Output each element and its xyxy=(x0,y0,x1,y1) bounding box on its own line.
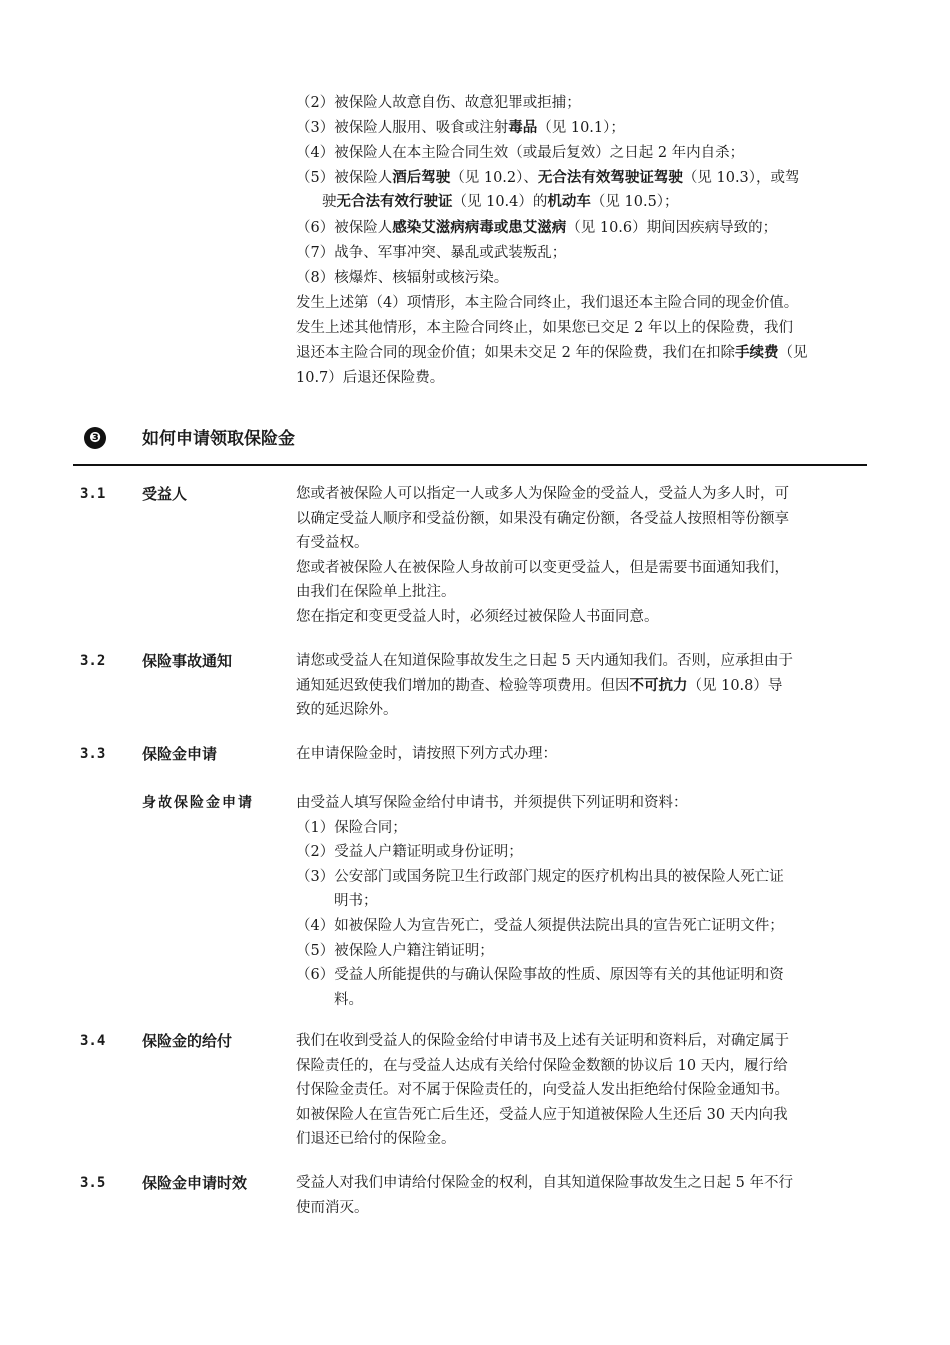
exclusion-line xyxy=(296,292,798,314)
clause-text-line xyxy=(296,699,398,721)
clause-number: 3.2 xyxy=(80,653,106,669)
section-number-icon: ❸ xyxy=(84,427,106,449)
bold-term: 毒品 xyxy=(508,120,538,136)
text-run: 您在指定和变更受益人时，必须经过被保险人书面同意。 xyxy=(296,609,659,625)
clause-text-line xyxy=(296,1079,789,1101)
clause-text-line xyxy=(296,1030,789,1052)
clause-number: 3.1 xyxy=(80,486,106,502)
text-run: 由受益人填写保险金给付申请书，并须提供下列证明和资料： xyxy=(296,795,688,811)
clause-number: 3.5 xyxy=(80,1175,106,1191)
clause-term: 保险金申请时效 xyxy=(142,1174,248,1192)
exclusion-line xyxy=(296,117,625,139)
section-divider xyxy=(73,464,867,466)
text-run: （见 10.3），或驾 xyxy=(682,170,800,186)
clause-text-line xyxy=(296,866,784,888)
clause-text-line xyxy=(296,940,494,962)
bold-term: 无合法有效驾驶证驾驶 xyxy=(537,170,683,186)
exclusion-line xyxy=(296,142,744,164)
bold-term: 不可抗力 xyxy=(629,677,688,694)
text-run: （4）如被保险人为宣告死亡，受益人须提供法院出具的宣告死亡证明文件； xyxy=(296,918,784,934)
exclusion-line xyxy=(296,342,807,364)
clause-text-line xyxy=(296,1197,369,1219)
clause-text-line xyxy=(296,557,789,579)
bold-term: 机动车 xyxy=(547,194,591,210)
clause-term: 保险事故通知 xyxy=(142,652,233,670)
text-run: （8）核爆炸、核辐射或核污染。 xyxy=(296,270,509,286)
text-run: （3）被保险人服用、吸食或注射 xyxy=(296,120,509,136)
clause-number: 3.3 xyxy=(80,746,106,762)
exclusion-line xyxy=(296,242,566,264)
text-run: 付保险金责任。对不属于保险责任的，向受益人发出拒绝给付保险金通知书。 xyxy=(296,1082,789,1099)
text-run: 您或者被保险人可以指定一人或多人为保险金的受益人，受益人为多人时，可 xyxy=(296,486,789,502)
clause-term: 受益人 xyxy=(142,485,188,503)
text-run: 通知延迟致使我们增加的勘查、检验等项费用。但因 xyxy=(296,677,630,694)
text-run: （见 10.1）； xyxy=(537,120,625,136)
clause-text-line xyxy=(334,989,363,1011)
clause-text-line xyxy=(296,532,369,554)
text-run: 10.7）后退还保险费。 xyxy=(296,370,445,386)
text-run: （4）被保险人在本主险合同生效（或最后复效）之日起 2 年内自杀； xyxy=(296,145,745,161)
text-run: 驶 xyxy=(322,194,337,210)
clause-text-line xyxy=(296,841,523,863)
text-run: 有受益权。 xyxy=(296,535,369,552)
text-run: 受益人对我们申请给付保险金的权利，自其知道保险事故发生之日起 5 年不行 xyxy=(296,1175,793,1191)
clause-text-line xyxy=(296,650,793,672)
text-run: 致的延迟除外。 xyxy=(296,702,398,719)
clause-text-line xyxy=(296,1104,788,1126)
exclusion-line xyxy=(296,267,508,289)
clause-text-line xyxy=(296,606,659,628)
clause-text-line xyxy=(296,1172,793,1194)
clause-text-line xyxy=(296,508,789,530)
clause-term: 身故保险金申请 xyxy=(142,795,254,811)
bold-term: 无合法有效行驶证 xyxy=(336,194,453,210)
clause-text-line xyxy=(296,1128,456,1150)
clause-text-line xyxy=(296,675,782,697)
exclusion-line xyxy=(296,217,777,239)
text-run: （见 10.5）； xyxy=(590,194,679,210)
section-title: 如何申请领取保险金 xyxy=(142,429,295,449)
clause-text-line xyxy=(296,964,784,986)
text-run: 退还本主险合同的现金价值；如果未交足 2 年的保险费，我们在扣除 xyxy=(296,345,735,361)
text-run: （见 10.6）期间因疾病导致的； xyxy=(566,220,778,236)
text-run: 发生上述其他情形，本主险合同终止，如果您已交足 2 年以上的保险费，我们 xyxy=(296,320,793,336)
text-run: 在申请保险金时，请按照下列方式办理： xyxy=(296,746,557,762)
exclusion-line xyxy=(296,317,793,339)
exclusion-line xyxy=(296,367,444,389)
text-run: （3）公安部门或国务院卫生行政部门规定的医疗机构出具的被保险人死亡证 xyxy=(296,868,784,885)
clause-text-line xyxy=(296,915,784,937)
text-run: 由我们在保险单上批注。 xyxy=(296,584,456,601)
bold-term: 感染艾滋病病毒或患艾滋病 xyxy=(392,220,567,236)
clause-text-line xyxy=(296,1055,788,1077)
text-run: 我们在收到受益人的保险金给付申请书及上述有关证明和资料后，对确定属于 xyxy=(296,1033,789,1049)
text-run: （见 10.8）导 xyxy=(687,677,783,694)
text-run: 保险责任的，在与受益人达成有关给付保险金数额的协议后 10 天内，履行给 xyxy=(296,1057,788,1074)
text-run: （2）受益人户籍证明或身份证明； xyxy=(296,844,523,861)
text-run: （5）被保险人户籍注销证明； xyxy=(296,942,494,959)
text-run: （7）战争、军事冲突、暴乱或武装叛乱； xyxy=(296,245,567,261)
text-run: 您或者被保险人在被保险人身故前可以变更受益人，但是需要书面通知我们， xyxy=(296,559,789,576)
text-run: （5）被保险人 xyxy=(296,170,393,186)
text-run: （见 xyxy=(778,345,808,361)
text-run: （6）被保险人 xyxy=(296,220,393,236)
text-run: （1）保险合同； xyxy=(296,819,407,836)
clause-text-line xyxy=(296,792,688,814)
clause-term: 保险金的给付 xyxy=(142,1032,233,1050)
clause-text-line xyxy=(296,743,557,765)
clause-text-line xyxy=(296,483,789,505)
text-run: 请您或受益人在知道保险事故发生之日起 5 天内通知我们。否则，应承担由于 xyxy=(296,653,793,669)
text-run: （2）被保险人故意自伤、故意犯罪或拒捕； xyxy=(296,95,581,111)
clause-text-line xyxy=(296,817,407,839)
clause-text-line xyxy=(334,890,378,912)
text-run: 们退还已给付的保险金。 xyxy=(296,1131,456,1148)
bold-term: 手续费 xyxy=(734,345,779,361)
clause-term: 保险金申请 xyxy=(142,745,218,763)
text-run: （见 10.4）的 xyxy=(452,194,548,210)
exclusion-line xyxy=(296,92,581,114)
exclusion-line xyxy=(296,167,800,189)
exclusion-line xyxy=(322,191,679,213)
text-run: 以确定受益人顺序和受益份额，如果没有确定份额，各受益人按照相等份额享 xyxy=(296,510,789,527)
bold-term: 酒后驾驶 xyxy=(392,170,451,186)
text-run: 如被保险人在宣告死亡后生还，受益人应于知道被保险人生还后 30 天内向我 xyxy=(296,1106,788,1123)
clause-number: 3.4 xyxy=(80,1033,106,1049)
clause-text-line xyxy=(296,581,456,603)
text-run: （见 10.2）、 xyxy=(450,170,538,186)
text-run: 明书； xyxy=(334,893,378,910)
text-run: （6）受益人所能提供的与确认保险事故的性质、原因等有关的其他证明和资 xyxy=(296,967,784,984)
text-run: 发生上述第（4）项情形，本主险合同终止，我们退还本主险合同的现金价值。 xyxy=(296,295,799,311)
text-run: 料。 xyxy=(334,991,363,1008)
text-run: 使而消灭。 xyxy=(296,1199,369,1216)
